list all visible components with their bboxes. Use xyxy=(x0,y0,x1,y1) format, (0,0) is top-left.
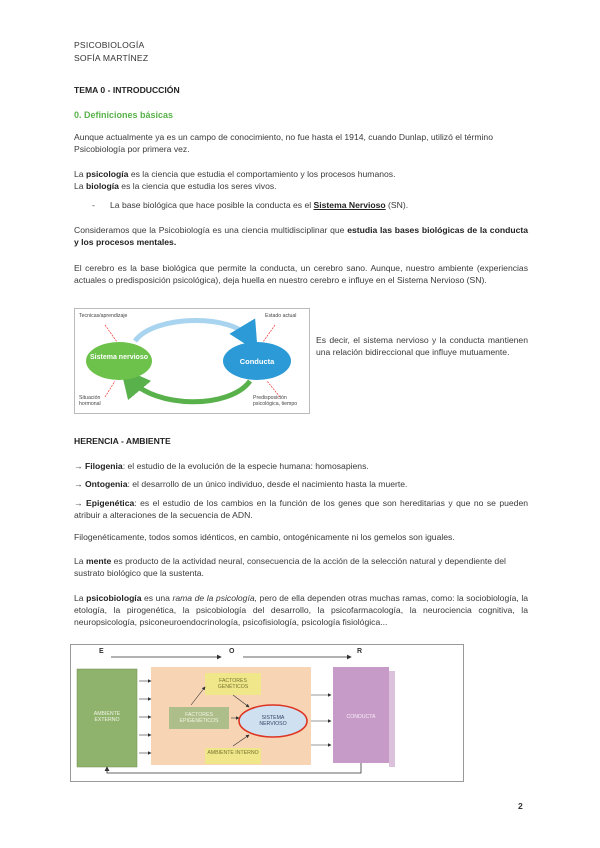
figure-sn-conducta xyxy=(74,308,310,414)
header-subject: PSICOBIOLOGÍA xyxy=(74,40,145,50)
figure-eor-model xyxy=(70,644,464,782)
fig1-top-right-label: Estado actual xyxy=(265,313,297,319)
fig2-o-label: O xyxy=(229,648,235,655)
fig1-conducta-label: Conducta xyxy=(239,357,275,366)
side-text: Es decir, el sistema nervioso y la conducta mantienen una relación bidireccional que influye mutuamente. xyxy=(316,335,528,358)
page-number: 2 xyxy=(518,801,523,811)
paragraph-definitions: La psicología es la ciencia que estudia el comportamiento y los procesos humanos. La biología es la ciencia que estudia los seres vivos. xyxy=(74,169,396,192)
ontogenia-item: → Ontogenia: el desarrollo de un único individuo, desde el nacimiento hasta la muerte. xyxy=(74,479,408,489)
section-title: 0. Definiciones básicas xyxy=(74,110,174,120)
fig2-sistema-nervioso: SISTEMA NERVIOSO xyxy=(259,715,287,727)
herencia-title: HERENCIA - AMBIENTE xyxy=(74,436,171,446)
paragraph-dunlap: Aunque actualmente ya es un campo de conocimiento, no fue hasta el 1914, cuando Dunlap, utilizó el término Psicobiología por primera vez. xyxy=(74,132,493,155)
fig2-factores-geneticos: FACTORES GENÉTICOS xyxy=(217,678,249,690)
epigenetica-item: → Epigenética: es el estudio de los cambios en la función de los genes que son hereditarias y que no se pueden atribuir a alteraciones de la secuencia de ADN. xyxy=(74,498,528,521)
filogenia-item: → Filogenia: el estudio de la evolución de la especie humana: homosapiens. xyxy=(74,461,369,471)
header-author: SOFÍA MARTÍNEZ xyxy=(74,53,149,63)
fig1-bottom-right-label: Predisposición psicológica, tiempo xyxy=(253,395,298,407)
paragraph-multidisciplinar: Consideramos que la Psicobiología es una ciencia multidisciplinar que estudia las bases biológicas de la conducta y los procesos mentales. xyxy=(74,225,528,248)
tema-title: TEMA 0 - INTRODUCCIÓN xyxy=(74,85,180,95)
paragraph-filogeneticamente: Filogenéticamente, todos somos idénticos, en cambio, ontogénicamente ni los gemelos son iguales. xyxy=(74,532,455,542)
fig2-factores-epigeneticos: FACTORES EPIGENÉTICOS xyxy=(179,712,219,724)
paragraph-cerebro: El cerebro es la base biológica que permite la conducta, un cerebro sano. Aunque, nuestro ambiente (experiencias actuales o predisposición psicológica), deja huella en nuestro cerebro e influye en el Sistema Nervioso (SN). xyxy=(74,263,528,286)
fig1-bottom-left-label: Situación hormonal xyxy=(79,395,101,407)
fig2-ambiente-externo: AMBIENTE EXTERNO xyxy=(93,711,121,723)
fig2-e-label: E xyxy=(99,648,104,655)
fig2-ambiente-interno: AMBIENTE INTERNO xyxy=(207,750,259,756)
paragraph-mente: La mente es producto de la actividad neural, consecuencia de la acción de la selección natural y dependiente del sustrato biológico que la sustenta. xyxy=(74,556,506,579)
fig2-conducta: CONDUCTA xyxy=(346,714,376,720)
paragraph-psicobiologia: La psicobiología es una rama de la psicología, pero de ella dependen otras muchas ramas, como: la sociobiología, la etología, la pirogenética, la psicobiología del desarrollo, la psicofarmacología, la neurociencia cognitiva, la neuropsicología, psiconeuroendocrinología, psicofisiología, psicología fisiológica... xyxy=(74,593,529,628)
fig1-top-left-label: Tecnicas/aprendizaje xyxy=(79,313,128,319)
fig1-sn-label: Sistema nervioso xyxy=(90,354,148,361)
bullet-item: - La base biológica que hace posible la conducta es el Sistema Nervioso (SN). xyxy=(92,200,409,210)
fig2-r-label: R xyxy=(357,648,363,655)
